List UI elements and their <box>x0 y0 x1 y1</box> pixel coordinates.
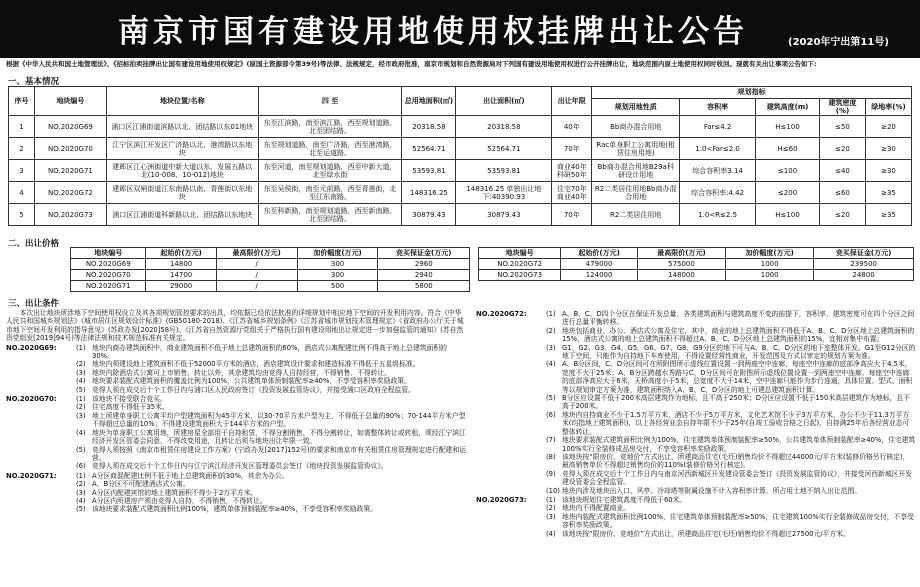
issue-number: (2020年宁出第11号) <box>788 37 889 48</box>
price-header-max: 最高限价(万元) <box>637 248 725 259</box>
condition-item-text: 住宅高度不得低于35米。 <box>92 403 169 412</box>
condition-item-number: (5) <box>546 394 556 403</box>
cell-code: NO.2020G70 <box>34 138 106 160</box>
price-cell-start: 29000 <box>146 281 216 292</box>
conditions-right-blocks <box>476 310 916 538</box>
condition-item-number: (5) <box>76 445 86 454</box>
price-cell-start: 479000 <box>561 259 638 270</box>
header-total-area: 总用地面积(㎡) <box>402 87 456 116</box>
condition-item-number: (9) <box>546 469 556 478</box>
condition-item-number: (4) <box>546 529 556 538</box>
price-table-left <box>70 247 470 292</box>
price-row <box>479 270 914 281</box>
condition-item-text: A、B、C、D四个分区在保证开发总量、各类建筑面积与建筑高度不变的前提下，容积率、建筑密度可在四个分区之间进行总量平衡转移。 <box>562 310 915 327</box>
table-row <box>9 116 912 138</box>
cell-density: ≤40 <box>820 160 866 182</box>
condition-item-text: 该地块不接受联合竞买。 <box>92 395 167 404</box>
cell-green: ≥35 <box>865 182 911 204</box>
price-table-right <box>478 247 914 281</box>
condition-item <box>76 369 466 377</box>
condition-item <box>76 472 466 480</box>
page-title: 南京市国有建设用地使用权挂牌出让公告 <box>118 14 748 50</box>
price-cell-max: 575000 <box>637 259 725 270</box>
header-years: 出让年限 <box>552 87 592 116</box>
cell-bounds: 东至规划道路，南至广济路，西至港湾路，北至运道路。 <box>258 138 402 160</box>
condition-block <box>6 344 466 394</box>
cell-total-area: 30879.43 <box>402 204 456 226</box>
conditions-left-column <box>6 309 466 587</box>
cell-seq: 4 <box>9 182 35 204</box>
condition-items <box>76 472 466 514</box>
condition-item-text: 地上所建单身职工公寓平均户型建筑面积为45平方米，以30-70平方米户型为主，不得低于总量的90%；70-144平方米户型不得超过总量的10%；不得建设建筑面积大于144平方米的户型。 <box>92 411 466 429</box>
price-cell-deposit: 5800 <box>378 281 470 292</box>
cell-sale-area: 20318.58 <box>456 116 552 138</box>
cell-far: 综合容积率:4.42 <box>680 182 756 204</box>
condition-item-text: 地块内涉及地块出入口、风亭、冷却塔等附属设施不计入容积率计算，所占用土地不纳入出让范围。 <box>562 486 862 495</box>
condition-item-number: (8) <box>546 452 556 461</box>
price-header-increment: 加价幅度(万元) <box>726 248 814 259</box>
header-sale-area: 出让面积(㎡) <box>456 87 552 116</box>
condition-item <box>546 360 916 394</box>
header-code: 地块编号 <box>34 87 106 116</box>
cell-sale-area: 52564.71 <box>456 138 552 160</box>
condition-item-number: (2) <box>76 360 86 369</box>
price-cell-start: 14800 <box>146 259 216 270</box>
condition-item-number: (4) <box>76 377 86 386</box>
condition-item-text: 竞得人须在成交后十个工作日内与浦口区人民政府签订《投资发展监管协议》，并接受浦口区政府全程监管。 <box>92 385 415 394</box>
price-cell-code: NO.2020G73 <box>479 270 561 281</box>
condition-item <box>76 377 466 385</box>
condition-item-text: 该地块要求装配式建筑面积比例100%，建筑单体预制装配率≥40%，不享受容积率奖励政策。 <box>92 505 377 514</box>
cell-use: R2二类居住用地Bb商办混合用地 <box>592 182 680 204</box>
price-row <box>71 259 470 270</box>
cell-location: 浦口区江浦街道科新路以北、团结路以东地块 <box>106 204 258 226</box>
header-use: 规划用地性质 <box>592 99 680 116</box>
cell-location: 江宁区滨江开发区广济路以北、港湾路以东地块 <box>106 138 258 160</box>
price-header-deposit: 竞买保证金(万元) <box>814 248 914 259</box>
condition-item <box>76 360 466 368</box>
condition-item-text: 地块内不得配置商业。 <box>562 504 630 513</box>
conditions-left-blocks <box>6 344 466 514</box>
price-header-deposit: 竞买保证金(万元) <box>378 248 470 259</box>
condition-item-text: 竞得人须在成交后十个工作日内与南京河西新城区开发建设管委会签订《投资发展监管协议》，并接受河西新城区开发建设管委会全程监管。 <box>562 469 913 487</box>
price-header-start: 起始价(万元) <box>146 248 216 259</box>
condition-item-number: (5) <box>76 385 86 394</box>
condition-item-text: 该地块规划住宅建筑高度不得低于60米。 <box>562 495 687 504</box>
condition-item <box>76 344 466 361</box>
condition-item <box>546 344 916 361</box>
condition-item-number: (3) <box>546 512 556 521</box>
cell-density: ≤50 <box>820 116 866 138</box>
condition-block <box>6 395 466 471</box>
cell-height: ≤100 <box>756 160 820 182</box>
cell-sale-area: 53593.81 <box>456 160 552 182</box>
condition-item-number: (4) <box>76 496 86 505</box>
condition-item-number: (3) <box>76 488 86 497</box>
cell-code: NO.2020G73 <box>34 204 106 226</box>
condition-item-number: (3) <box>546 343 556 352</box>
condition-item-number: (7) <box>546 436 556 445</box>
condition-item-text: A、B分区间，C、D分区间可在所附图所示虚线位置设置一到两座空中连廊，每座空中连廊的底部净高应大于4.5米，宽度不大于25米；A、B分区跨越水秀路与C、D分区间可在附图所示虚线位置设置一到两座空中连廊，每座空中连廊的底部净高应大于6米，天桥高度小于5米，总宽度不大于14米，空中连廊只能作为步行连通，具体位置、型式、面积等以规划审定方案为准，建筑面积纳入A、B、C、D分区的地上可建总建筑面积计算。 <box>562 360 913 394</box>
table-row <box>9 204 912 226</box>
price-cell-code: NO.2020G69 <box>71 259 146 270</box>
condition-item <box>546 394 916 411</box>
condition-item <box>546 504 916 512</box>
cell-total-area: 53593.81 <box>402 160 456 182</box>
header-planning: 规划指标 <box>592 87 912 99</box>
price-cell-max: / <box>216 270 297 281</box>
cell-height: H≤100 <box>756 204 820 226</box>
price-header-increment: 加价幅度(万元) <box>297 248 378 259</box>
condition-block <box>476 496 916 538</box>
condition-item-number: (6) <box>546 410 556 419</box>
price-cell-code: NO.2020G70 <box>71 270 146 281</box>
cell-seq: 2 <box>9 138 35 160</box>
cell-height: H≤60 <box>756 138 820 160</box>
price-cell-start: 14700 <box>146 270 216 281</box>
cell-green: ≥20 <box>865 116 911 138</box>
price-rows-left <box>71 259 470 292</box>
cell-years: 70年 <box>552 138 592 160</box>
condition-item-number: (1) <box>76 471 86 480</box>
condition-item-text: A分区内配建宾馆的地上建筑面积不得少于2万平方米。 <box>92 488 258 497</box>
basic-info-rows <box>9 116 912 226</box>
condition-item-text: A、B分区不可配建酒店式公寓。 <box>92 480 190 489</box>
condition-item-number: (4) <box>76 428 86 437</box>
condition-item <box>76 429 466 446</box>
condition-item-number: (1) <box>76 343 86 352</box>
price-cell-code: NO.2020G72 <box>479 259 561 270</box>
condition-parcel-code: NO.2020G72: <box>476 310 527 318</box>
price-rows-right <box>479 259 914 281</box>
condition-item <box>76 505 466 513</box>
cell-green: ≥35 <box>865 204 911 226</box>
cell-far: 1.0<R≤2.5 <box>680 204 756 226</box>
cell-seq: 5 <box>9 204 35 226</box>
cell-bounds: 东至江滨路，南至滨江路，西至规划道路，北至团结路。 <box>258 116 402 138</box>
price-cell-code: NO.2020G71 <box>71 281 146 292</box>
price-cell-deposit: 239500 <box>814 259 914 270</box>
condition-item <box>76 386 466 394</box>
condition-item <box>76 412 466 429</box>
condition-item <box>76 489 466 497</box>
condition-item-number: (6) <box>76 462 86 471</box>
condition-block <box>476 310 916 495</box>
condition-item-text: 该地块按“限房价、竞地价”方式出让，所建商品住宅(毛坯)销售均价不得超过44000元/平方米(装修价格另行核定)，最高销售单价不得超过销售均价的110%(装修价格另行核定)。 <box>562 452 910 470</box>
condition-item-number: (2) <box>76 480 86 489</box>
cell-code: NO.2020G69 <box>34 116 106 138</box>
cell-location: 建邺区双闸街道江东南路以南、青莲街以东地块 <box>106 182 258 204</box>
price-header-max: 最高限价(万元) <box>216 248 297 259</box>
condition-items <box>546 310 916 495</box>
condition-item-text: 地块要求装配式建筑面积比例为100%，住宅建筑单体预制装配率≥50%，公共建筑单体预制装配率≥40%，住宅建筑100%实行全装修成品房交付，不享受容积率奖励政策。 <box>562 436 916 453</box>
header-bounds: 四 至 <box>258 87 402 116</box>
condition-item-text: 地块内除酒店式公寓可上市销售、转让以外，其余建筑均由竞得人自持经营，不得销售、不得转让。 <box>92 368 392 377</box>
condition-item-number: (3) <box>76 368 86 377</box>
condition-item <box>546 470 916 487</box>
cell-green: ≥30 <box>865 138 911 160</box>
cell-sale-area: 148316.25 单独出让地下:40390.93 <box>456 182 552 204</box>
condition-item-number: (1) <box>76 395 86 404</box>
condition-item-number: (3) <box>76 411 86 420</box>
cell-total-area: 20318.58 <box>402 116 456 138</box>
condition-item <box>76 446 466 463</box>
header-far: 容积率 <box>680 99 756 116</box>
price-row <box>479 259 914 270</box>
condition-item <box>546 411 916 436</box>
cell-far: 1.0<Far≤2.0 <box>680 138 756 160</box>
condition-item-text: 竞得人须在成交后十个工作日内与江宁滨江经济开发区管理委员会签订《地块投资发展监管协议》。 <box>92 462 388 471</box>
condition-parcel-code: NO.2020G71: <box>6 471 57 480</box>
condition-items <box>76 395 466 471</box>
condition-item <box>546 530 916 538</box>
price-cell-increment: 1000 <box>726 270 814 281</box>
price-row <box>71 270 470 281</box>
condition-item <box>76 462 466 470</box>
basic-info-table <box>8 86 912 226</box>
cell-total-area: 52564.71 <box>402 138 456 160</box>
condition-item <box>546 453 916 470</box>
header-density: 建筑密度(%) <box>820 99 866 116</box>
price-cell-increment: 300 <box>297 270 378 281</box>
cell-seq: 3 <box>9 160 35 182</box>
cell-far: 综合容积率3.14 <box>680 160 756 182</box>
condition-item-number: (1) <box>546 310 556 318</box>
condition-item-text: 地块内须建设地上建筑面积不低于52000平方米的酒店，酒店建筑设计要求和建造标准不得低于五星级标准。 <box>92 360 420 369</box>
condition-item-text: 竞得人须按照《南京市租赁住房建设工作方案》(宁政办发[2017]152号)的要求和南京市有关租赁住房管理规定进行配建和运营。 <box>92 445 466 462</box>
condition-item-text: 地块内商办建筑面积中，商业建筑面积不低于地上总建筑面积的60%，酒店式公寓配建比例不得高于地上总建筑面积的30%。 <box>92 343 447 361</box>
condition-item-number: (1) <box>546 495 556 504</box>
section-conditions-heading: 三、出让条件 <box>8 299 60 309</box>
cell-code: NO.2020G72 <box>34 182 106 204</box>
condition-item-number: (5) <box>76 505 86 514</box>
condition-item-number: (10) <box>546 486 560 495</box>
condition-item-text: G1、G2、G3、G4、G5、G6、G7、G8、G9分区的地下可与A、B、C、D分区的地下室整体开发。G1至G12分区的地下空间，只能作为自持地下车库使用，不得设置经营性商业，开发范围及方式以审定的规划方案为准。 <box>562 343 916 361</box>
cell-bounds: 东至河道，南至规划道路，西至中新大道，北至绿水街 <box>258 160 402 182</box>
cell-green: ≥30 <box>865 160 911 182</box>
condition-item-number: (2) <box>546 504 556 513</box>
price-cell-increment: 500 <box>297 281 378 292</box>
cell-use: Rac单身职工公寓用地(租赁住房用地) <box>592 138 680 160</box>
condition-item <box>546 513 916 530</box>
condition-block <box>6 472 466 514</box>
condition-item <box>546 487 916 495</box>
cell-height: ≤200 <box>756 182 820 204</box>
condition-item-number: (2) <box>76 403 86 412</box>
cell-sale-area: 30879.43 <box>456 204 552 226</box>
cell-location: 建邺区江心洲街道中新大道以东、发展五路以北(10-008、10-012)地块 <box>106 160 258 182</box>
conditions-intro: 本次出让地块所涉地下空间使用权设立及其各项规划管控要求的出具，均依据已经依法批准的详细规划中相应地下空间的开发利用内容，符合《中华人民共和国城乡规划法》《城市居住区规划设计标准》(GB50180-2018)、《江苏省城乡规划条例》《江苏省城市规划技术管理规定》《省政府办公厅关于城市地下空间开发利用的指导意见》(苏政办发[2020]58号)、《江苏省自然资源厅党组关于严格执行国有建设用地出让规定进一步加强监管的通知》(苏自然资党组发[2019]94号)等法律法规和技术规范标准有关规定。 <box>6 309 464 343</box>
condition-item <box>546 310 916 327</box>
condition-item-text: B分区应设置不低于200米高层建筑作为地标，且不高于250米；D分区应设置不低于150米高层建筑作为地标，且不高于200米。 <box>562 394 910 411</box>
cell-years: 70年 <box>552 204 592 226</box>
price-cell-deposit: 2960 <box>378 259 470 270</box>
cell-code: NO.2020G71 <box>34 160 106 182</box>
intro-text: 根据《中华人民共和国土地管理法》、《招标拍卖挂牌出让国有建设用地使用权规定》(原国土资源部令第39号)等法律、法规规定，经市政府批准，南京市规划和自然资源局对下列国有建设用地使用权进行公开挂牌出让，地块范围内原土地使用权同时收回。现就有关出让事项公告如下: <box>6 60 817 68</box>
cell-total-area: 148316.25 <box>402 182 456 204</box>
title-banner <box>0 0 920 58</box>
price-cell-deposit: 2940 <box>378 270 470 281</box>
condition-item-text: 地块内自持商业不少于1.5万平方米，酒店不少于5万平方米，文化艺术馆不少于3万平方米，办公不少于11.3万平方米(均指地上建筑面积)，以上各经营业态自持年限不少于25年(自竣工验收合格之日起)，自持满25年后各经营业态可整体转让。 <box>562 410 910 436</box>
condition-item-text: 该地块按“限房价、竞地价”方式出让，所建商品住宅(毛坯)销售均价不得超过27500元/平方米。 <box>562 529 850 538</box>
condition-item <box>546 327 916 344</box>
cell-far: Far≤4.2 <box>680 116 756 138</box>
price-cell-start: 124000 <box>561 270 638 281</box>
table-row <box>9 138 912 160</box>
condition-item-text: A分区内所建房产须由竞得人自持，不得销售，不得转让。 <box>92 496 267 505</box>
condition-item-text: 地块包括商业、办公、酒店式公寓及住宅，其中，商业的地上总建筑面积不得低于A、B、C、D分区地上总建筑面积的15%，酒店式公寓的地上总建筑面积不得超过A、B、C、D分区地上总建筑面积的15%，宜相对集中布置。 <box>562 326 915 344</box>
header-green: 绿地率(%) <box>865 99 911 116</box>
condition-items <box>76 344 466 394</box>
condition-item-text: 地块为单身职工公寓用地，所建房屋全部用于自持租赁，不得分割销售，不得分割转让，如需整体转让或转租，须经江宁滨江经济开发区管委会同意，不得改变用途，且转让后须与地块出让年限一致。 <box>92 428 466 446</box>
condition-item-number: (4) <box>546 360 556 369</box>
cell-use: Bb商办混合用地B29a科研设计用地 <box>592 160 680 182</box>
condition-item-text: 地块内装配式建筑面积比例100%，住宅建筑单体预制装配率≥50%，住宅建筑100%实行全装修成品房交付，不享受容积率奖励政策。 <box>562 512 914 530</box>
price-row <box>71 281 470 292</box>
price-cell-max: 148000 <box>637 270 725 281</box>
cell-bounds: 东至科新路，南至规划道路，西至新南路，北至团结路。 <box>258 204 402 226</box>
price-header-start: 起始价(万元) <box>561 248 638 259</box>
cell-location: 浦口区江浦街道滨路以北、团结路以东01地块 <box>106 116 258 138</box>
condition-item <box>76 480 466 488</box>
header-location: 地块位置/名称 <box>106 87 258 116</box>
table-row <box>9 182 912 204</box>
price-header-code: 地块编号 <box>71 248 146 259</box>
section-price-heading: 二、出让价格 <box>8 239 60 249</box>
price-cell-max: / <box>216 281 297 292</box>
condition-parcel-code: NO.2020G73: <box>476 495 527 504</box>
condition-item <box>546 436 916 453</box>
section-basic-info-heading: 一、基本情况 <box>8 77 60 87</box>
price-cell-increment: 1000 <box>726 259 814 270</box>
cell-bounds: 东至吴侯街，南至元前路，西至青莲街，北至江东南路。 <box>258 182 402 204</box>
cell-density: ≤60 <box>820 182 866 204</box>
cell-use: Bb商办混合用地 <box>592 116 680 138</box>
table-row <box>9 160 912 182</box>
cell-height: H≤100 <box>756 116 820 138</box>
price-cell-increment: 300 <box>297 259 378 270</box>
conditions-right-column <box>476 309 916 587</box>
cell-use: R2二类居住用地 <box>592 204 680 226</box>
price-header-code: 地块编号 <box>479 248 561 259</box>
cell-density: ≤20 <box>820 138 866 160</box>
cell-years: 住宅70年商业40年 <box>552 182 592 204</box>
condition-item-text: 地块要求装配式建筑面积的覆盖比例为100%，公共建筑单体预制装配率≥40%，不享受容积率奖励政策。 <box>92 377 411 386</box>
condition-items <box>546 496 916 538</box>
condition-item-text: A分区商混配建比例不低于地上总建筑面积的30%，其余为办公。 <box>92 471 289 480</box>
cell-years: 商业40年科研50年 <box>552 160 592 182</box>
cell-density: ≤20 <box>820 204 866 226</box>
header-seq: 序号 <box>9 87 35 116</box>
price-cell-max: / <box>216 259 297 270</box>
condition-parcel-code: NO.2020G69: <box>6 343 57 352</box>
header-height: 建筑高度(m) <box>756 99 820 116</box>
cell-seq: 1 <box>9 116 35 138</box>
condition-item-number: (2) <box>546 326 556 335</box>
price-cell-deposit: 24800 <box>814 270 914 281</box>
condition-parcel-code: NO.2020G70: <box>6 395 57 404</box>
condition-item <box>76 403 466 411</box>
cell-years: 40年 <box>552 116 592 138</box>
